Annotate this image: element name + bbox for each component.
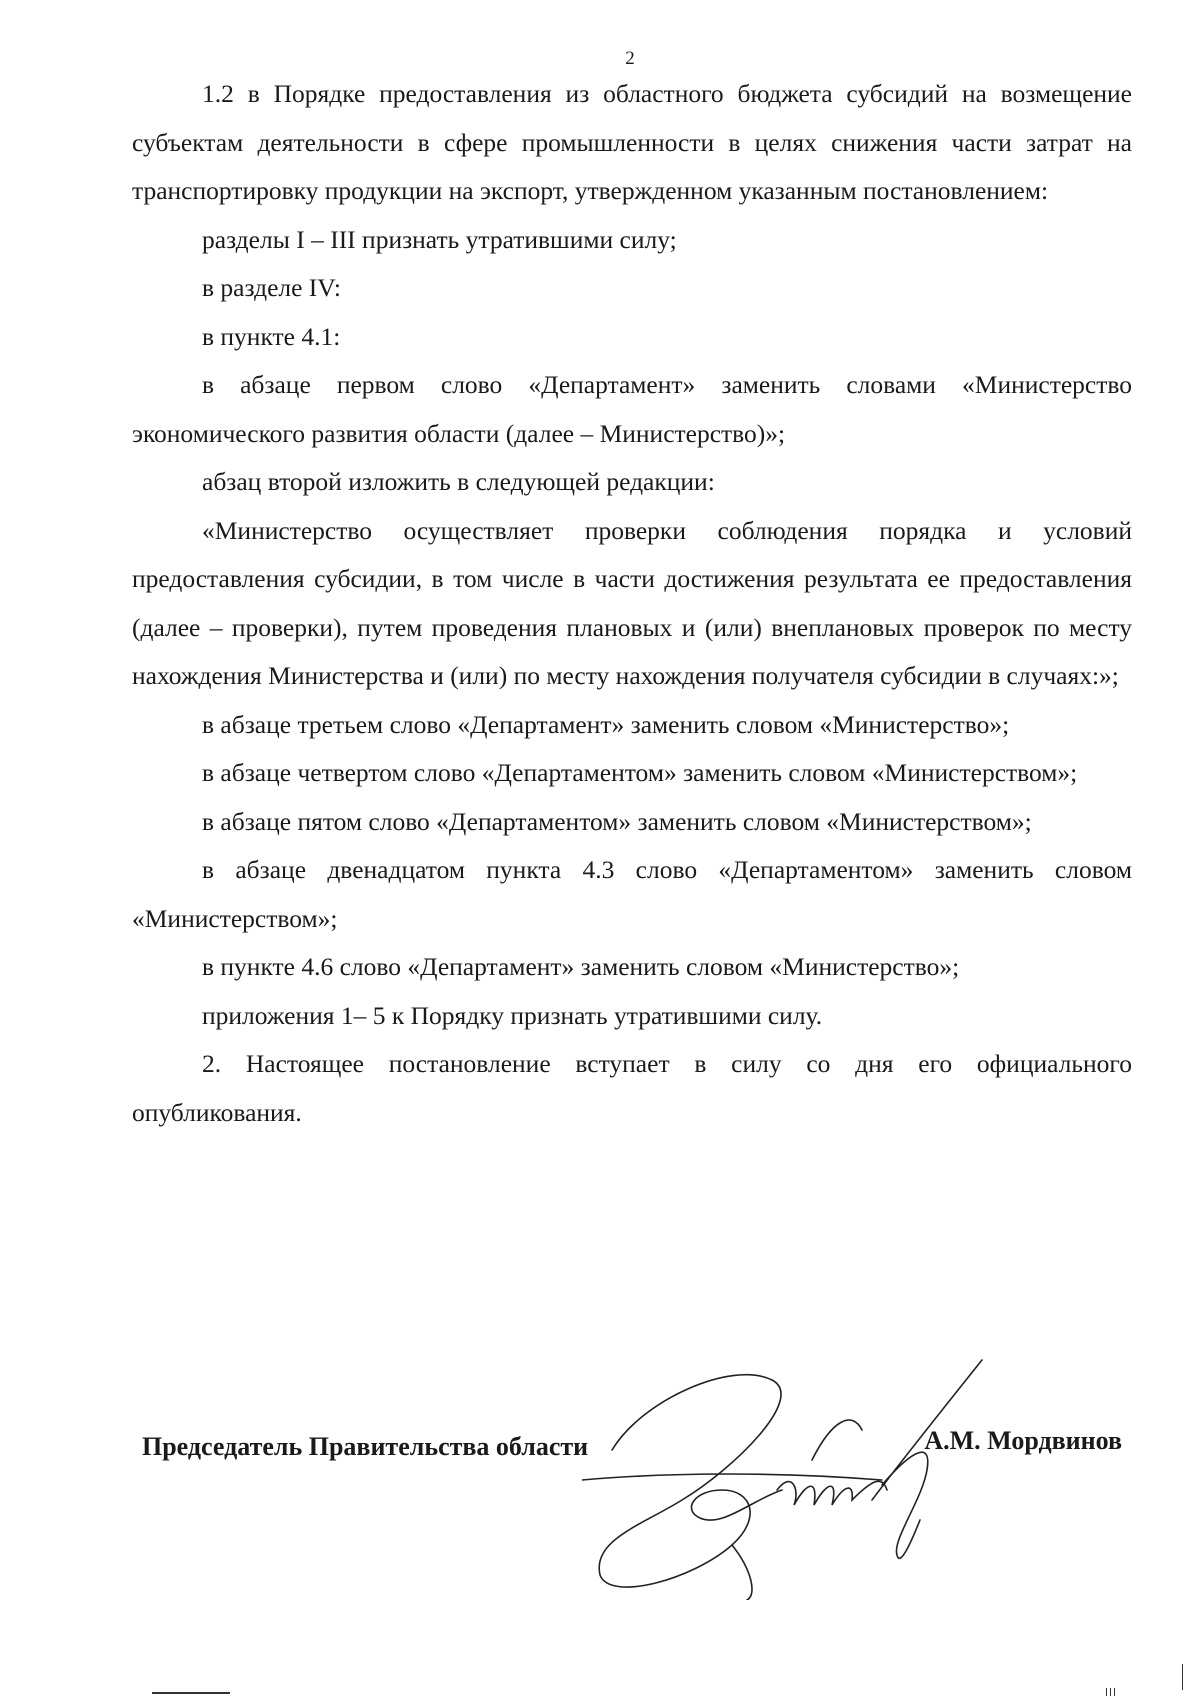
paragraph: в пункте 4.6 слово «Департамент» заменить словом «Министерство»; — [202, 952, 960, 981]
paragraph: в пункте 4.1: — [202, 321, 341, 351]
paragraph: 2. Настоящее постановление вступает в силу со дня его официального опубликования. — [132, 1049, 1132, 1127]
page-number: 2 — [625, 48, 635, 69]
paragraph: разделы I – III признать утратившими силу; — [202, 224, 677, 254]
scan-artifact-line — [1106, 1688, 1107, 1696]
signatory-name: А.М. Мордвинов — [924, 1426, 1122, 1455]
paragraph: абзац второй изложить в следующей редакции: — [202, 467, 715, 496]
document-body — [132, 70, 1132, 1137]
paragraph: в абзаце третьем слово «Департамент» заменить словом «Министерство»; — [202, 709, 1010, 739]
scan-artifact-line — [1182, 1664, 1183, 1690]
scan-artifact-line — [152, 1692, 230, 1694]
signatory-title: Председатель Правительства области — [142, 1432, 589, 1461]
paragraph: «Министерство осуществляет проверки соблюдения порядка и условий предоставления субсидии, в том числе в части достижения результата ее предоставления (далее – проверки), путем проведения плановых и (или) внеплановых проверок по месту нахождения Министерства и (или) по месту нахождения получателя субсидии в случаях:»; — [132, 515, 1132, 690]
paragraph: приложения 1– 5 к Порядку признать утратившими силу. — [202, 1000, 823, 1030]
paragraph: 1.2 в Порядке предоставления из областного бюджета субсидий на возмещение субъектам деятельности в сфере промышленности в целях снижения части затрат на транспортировку продукции на экспорт, утвержденном указанным постановлением: — [132, 79, 1132, 205]
paragraph: в абзаце пятом слово «Департаментом» заменить словом «Министерством»; — [202, 806, 1032, 836]
paragraph: в абзаце первом слово «Департамент» заменить словами «Министерство экономического развития области (далее – Министерство)»; — [132, 370, 1132, 448]
signature-block — [142, 1420, 1122, 1620]
scan-artifact-line — [1114, 1688, 1115, 1696]
paragraph: в абзаце двенадцатом пункта 4.3 слово «Департаментом» заменить словом «Министерством»; — [132, 855, 1132, 933]
paragraph: в абзаце четвертом слово «Департаментом» заменить словом «Министерством»; — [202, 758, 1078, 787]
paragraph: в разделе IV: — [202, 273, 341, 302]
handwritten-signature-icon — [582, 1340, 1022, 1600]
scan-artifact-line — [1110, 1688, 1111, 1696]
